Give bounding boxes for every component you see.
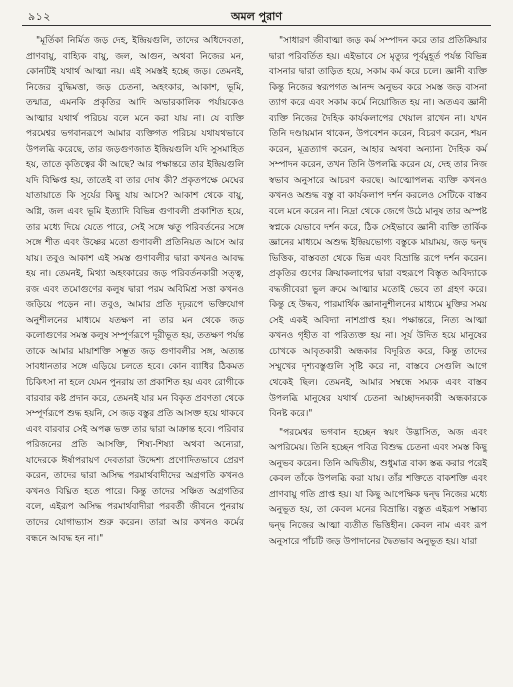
right-column <box>269 34 487 550</box>
right-column-paragraph: "সাধারণ জীবাত্মা জড় কর্ম সম্পাদন করে তার প্রতিক্রিয়ার দ্বারা পরিবর্তিত হয়। এইভাবে সে মৃত্যুর পূর্বমুহূর্ত পর্যন্ত বিভিন্ন বাসনার দ্বারা তাড়িত হয়ে, সকাম কর্ম করে চলে। জ্ঞানী ব্যক্তি কিন্তু নিজের স্বরূপগত আনন্দ অনুভব করে সমস্ত জড় বাসনা ত্যাগ করে এবং সকাম কর্মে নিয়োজিত হয় না। অতএব জ্ঞানী ব্যক্তি নিজের দৈহিক কার্যকলাপের খেয়াল রাখেন না। যখন তিনি দণ্ডায়মান থাকেন, উপবেশন করেন, বিচরণ করেন, শয়ন করেন, মূত্রত্যাগ করেন, আহার অথবা অন্যান্য দৈহিক কর্ম সম্পাদন করেন, তখন তিনি উপলব্ধি করেন যে, দেহ তার নিজ স্বভাব অনুসারে আচরণ করছে। আত্মোপলব্ধ ব্যক্তি কখনও কখনও অশুদ্ধ বস্তু বা কার্যকলাপ দর্শন করলেও সেটিকে বাস্তব বলে মনে করেন না। নিদ্রা থেকে জেগে উঠে মানুষ তার অস্পষ্ট স্বপ্নকে যেভাবে দর্শন করে, ঠিক সেইভাবে জ্ঞানী ব্যক্তি তার্কিক জ্ঞানের মাধ্যমে অশুদ্ধ ইন্দ্রিয়ভোগ্য বস্তুকে মায়াময়, জড় দ্বন্দ্ব ভিত্তিক, বাস্তবতা থেকে ভিন্ন এবং বিভ্রান্তি রূপে দর্শন করেন। প্রকৃতির গুণের ক্রিয়াকলাপের দ্বারা বহুরূপে বিস্তৃত অবিদ্যাকে বদ্ধজীবেরা ভুল ক্রমে আত্মার মতোই ভেবে তা গ্রহণ করে। কিন্তু হে উদ্ধব, পারমার্থিক জ্ঞানানুশীলনের মাধ্যমে মুক্তির সময় সেই একই অবিদ্যা নাশপ্রাপ্ত হয়। পক্ষান্তরে, নিত্য আত্মা কখনও গৃহীত বা পরিত্যক্ত হয় না। সূর্য উদিত হয়ে মানুষের চোখকে আবৃতকারী অন্ধকার বিদূরিত করে, কিন্তু তাদের সম্মুখের দৃশ্যবস্তুগুলি সৃষ্টি করে না, বাস্তবে সেগুলি আগে থেকেই ছিল। তেমনই, আমার সম্বন্ধে সম্যক এবং বাস্তব উপলব্ধি মানুষের যথার্থ চেতনা আচ্ছাদনকারী অন্ধকারকে বিনষ্ট করে।" <box>269 36 487 420</box>
left-column <box>26 34 244 547</box>
running-title: অমল পুরাণ <box>230 10 283 23</box>
right-column-paragraph: "পরমেশ্বর ভগবান হচ্ছেন স্বয়ং উদ্ভাসিত, অজ এবং অপরিমেয়। তিনি হচ্ছেন পবিত্র বিশুদ্ধ চেতনা এবং সমস্ত কিছু অনুভব করেন। তিনি অদ্বিতীয়, শুধুমাত্র বাক্য স্তব্ধ করার পরেই কেবল তাঁকে উপলব্ধি করা যায়। তাঁর শক্তিতে বাকশক্তি এবং প্রাণবায়ু গতি প্রাপ্ত হয়। যা কিছু আপেক্ষিক দ্বন্দ্ব নিজের মধ্যে অনুভূত হয়, তা কেবল মনের বিভ্রান্তি। বস্তুত এইরূপ সম্ভাব্য দ্বন্দ্ব নিজের আত্মা ব্যতীত ভিত্তিহীন। কেবল নাম এবং রূপ অনুসারে পাঁচটি জড় উপাদানের দ্বৈতভাব অনুভূত হয়। যারা <box>269 427 487 547</box>
header-divider <box>22 25 491 26</box>
page-number: ৯১২ <box>28 10 51 23</box>
left-column-paragraph: "মূর্তিকা নির্মিত জড় দেহ, ইন্দ্রিয়গুলি, তাদের অধিদেবতা, প্রাণবায়ু, বাহ্যিক বায়ু, জল, আগুন, অথবা নিজের মন, কোনটিই যথার্থ আত্মা নয়। এই সমস্তই হচ্ছে জড়। তেমনই, নিজের বুদ্ধিমত্তা, জড় চেতনা, অহংকার, আকাশ, ভূমি, তন্মাত্র, এমনকি প্রকৃতির আদি অভারকালিক পর্যায়কেও আত্মার যথার্থ পরিচয় বলে মনে করা যায় না। যে ব্যক্তি পরমেশ্বর ভগবানরূপে আমার ব্যক্তিগত পরিচয় যথাযথভাবে উপলব্ধি করেছে, তার জড়গুণজাত ইন্দ্রিয়গুলি যদি সুসমাহিত হয়, তাতে কৃতিত্বের কী আছে? আর পক্ষান্তরে তার ইন্দ্রিয়গুলি যদি বিক্ষিপ্ত হয়, তাতেই বা তার দোষ কী? প্রকৃতপক্ষে মেঘের যাতায়াতে কি সূর্যের কিছু যায় আসে? আকাশ থেকে বায়ু, অগ্নি, জল এবং ভূমি ইত্যাদি বিভিন্ন গুণাবলী প্রকাশিত হয়ে, তার মধ্যে দিয়ে যেতে পারে, সেই সঙ্গে ঋতু পরিবর্তনের সঙ্গে সঙ্গে শীত এবং উষ্ণের মতো গুণাবলী প্রতিনিয়ত আসে আর যায়। তবুও আকাশ এই সমস্ত গুণাবলীর দ্বারা কখনও আবদ্ধ হয় না। তেমনই, মিথ্যা অহংকারের জড় পরিবর্তনকারী সত্ত্ব, রজ এবং তমোগুণের কলুষ দ্বারা পরম অবিমিশ্র সত্তা কখনও জড়িয়ে পড়েন না। তবুও, আমার প্রতি দৃঢ়রূপে ভক্তিযোগ অনুশীলনের মাধ্যমে যতক্ষণ না তার মন থেকে জড় কলোগুণের সমস্ত কলুষ সম্পূর্ণরূপে দূরীভূত হয়, ততক্ষণ পর্যন্ত তাকে আমার মায়াশক্তি সম্ভূত জড় গুণাবলীর সঙ্গ, অত্যন্ত সাবধানতার সঙ্গে এড়িয়ে চলতে হবে। কোন ব্যাধির ঠিকমত চিকিৎসা না হলে যেমন পুনরায় তা প্রকাশিত হয় এবং রোগীকে বারবার কষ্ট প্রদান করে, তেমনই যার মন বিকৃত প্রবণতা থেকে সম্পূর্ণরূপে শুদ্ধ হয়নি, সে জড় বস্তুর প্রতি আসক্ত হয়ে থাকবে এবং বারবার সেই অপক্ক ভক্ত তার দ্বারা আক্রান্ত হবে। পরিবার পরিজনের প্রতি আসক্তি, শিষ্য-শিষ্যা অথবা অন্যেরা, যাদেরকে ঈর্ষাপরায়ণ দেবতারা উদ্দেশ্য প্রণোদিতভাবে প্রেরণ করেন, তাদের দ্বারা অসিদ্ধ পরমার্থবাদীদের অগ্রগতি কখনও কখনও বিঘ্নিত হতে পারে। কিন্তু তাদের সঞ্চিত অগ্রগতির বলে, এইরূপ অসিদ্ধ পরমার্থবাদীরা পরবর্তী জীবনে পুনরায় তাদের যোগাভ্যাস শুরু করেন। তারা আর কখনও কর্মের বন্ধনে আবদ্ধ হন না।" <box>26 36 244 544</box>
